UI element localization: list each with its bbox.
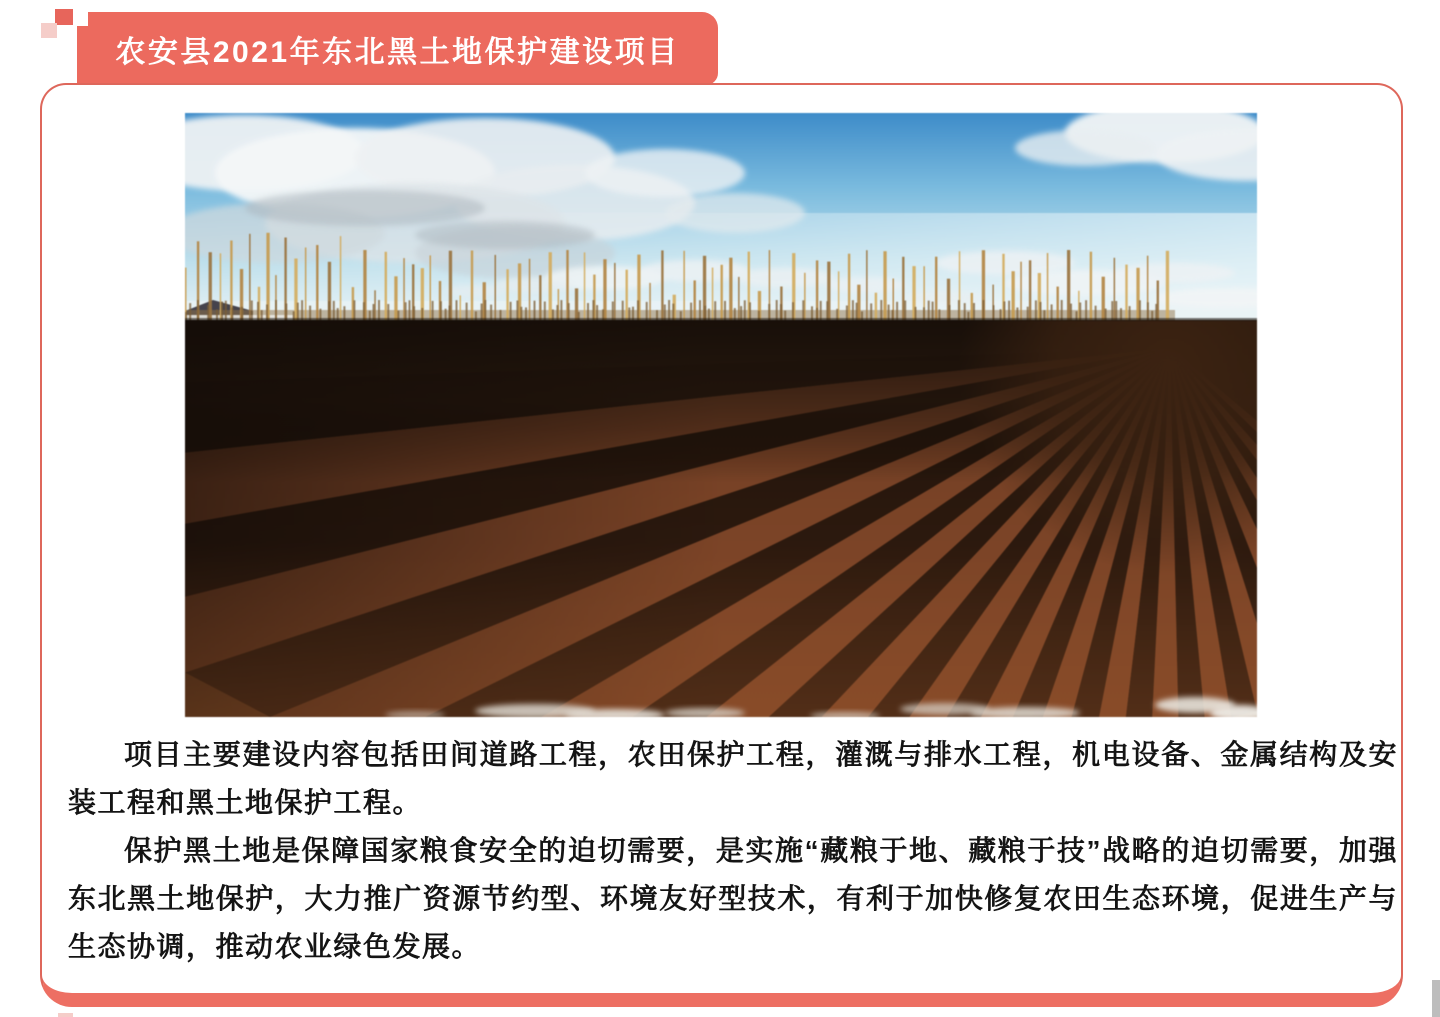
body-paragraph: 项目主要建设内容包括田间道路工程，农田保护工程，灌溉与排水工程，机电设备、金属结构及安装工程和黑土地保护工程。 <box>68 739 1398 818</box>
page-title: 农安县2021年东北黑土地保护建设项目 <box>115 35 680 69</box>
decorative-square-pink-partial <box>58 1013 73 1017</box>
body-text-block <box>68 731 1398 971</box>
scrollbar-thumb[interactable] <box>1432 980 1440 1017</box>
body-paragraph: 保护黑土地是保障国家粮食安全的迫切需要，是实施“藏粮于地、藏粮于技”战略的迫切需要，加强东北黑土地保护，大力推广资源节约型、环境友好型技术，有利于加快修复农田生态环境，促进生产与生态协调，推动农业绿色发展。 <box>68 835 1398 962</box>
banner-corner-notch <box>77 12 88 26</box>
title-banner <box>77 12 718 85</box>
black-soil-field-photo <box>185 113 1257 717</box>
decorative-square-pink <box>41 23 57 38</box>
field-photo-graphic <box>185 113 1257 717</box>
decorative-square-dark <box>55 9 73 25</box>
